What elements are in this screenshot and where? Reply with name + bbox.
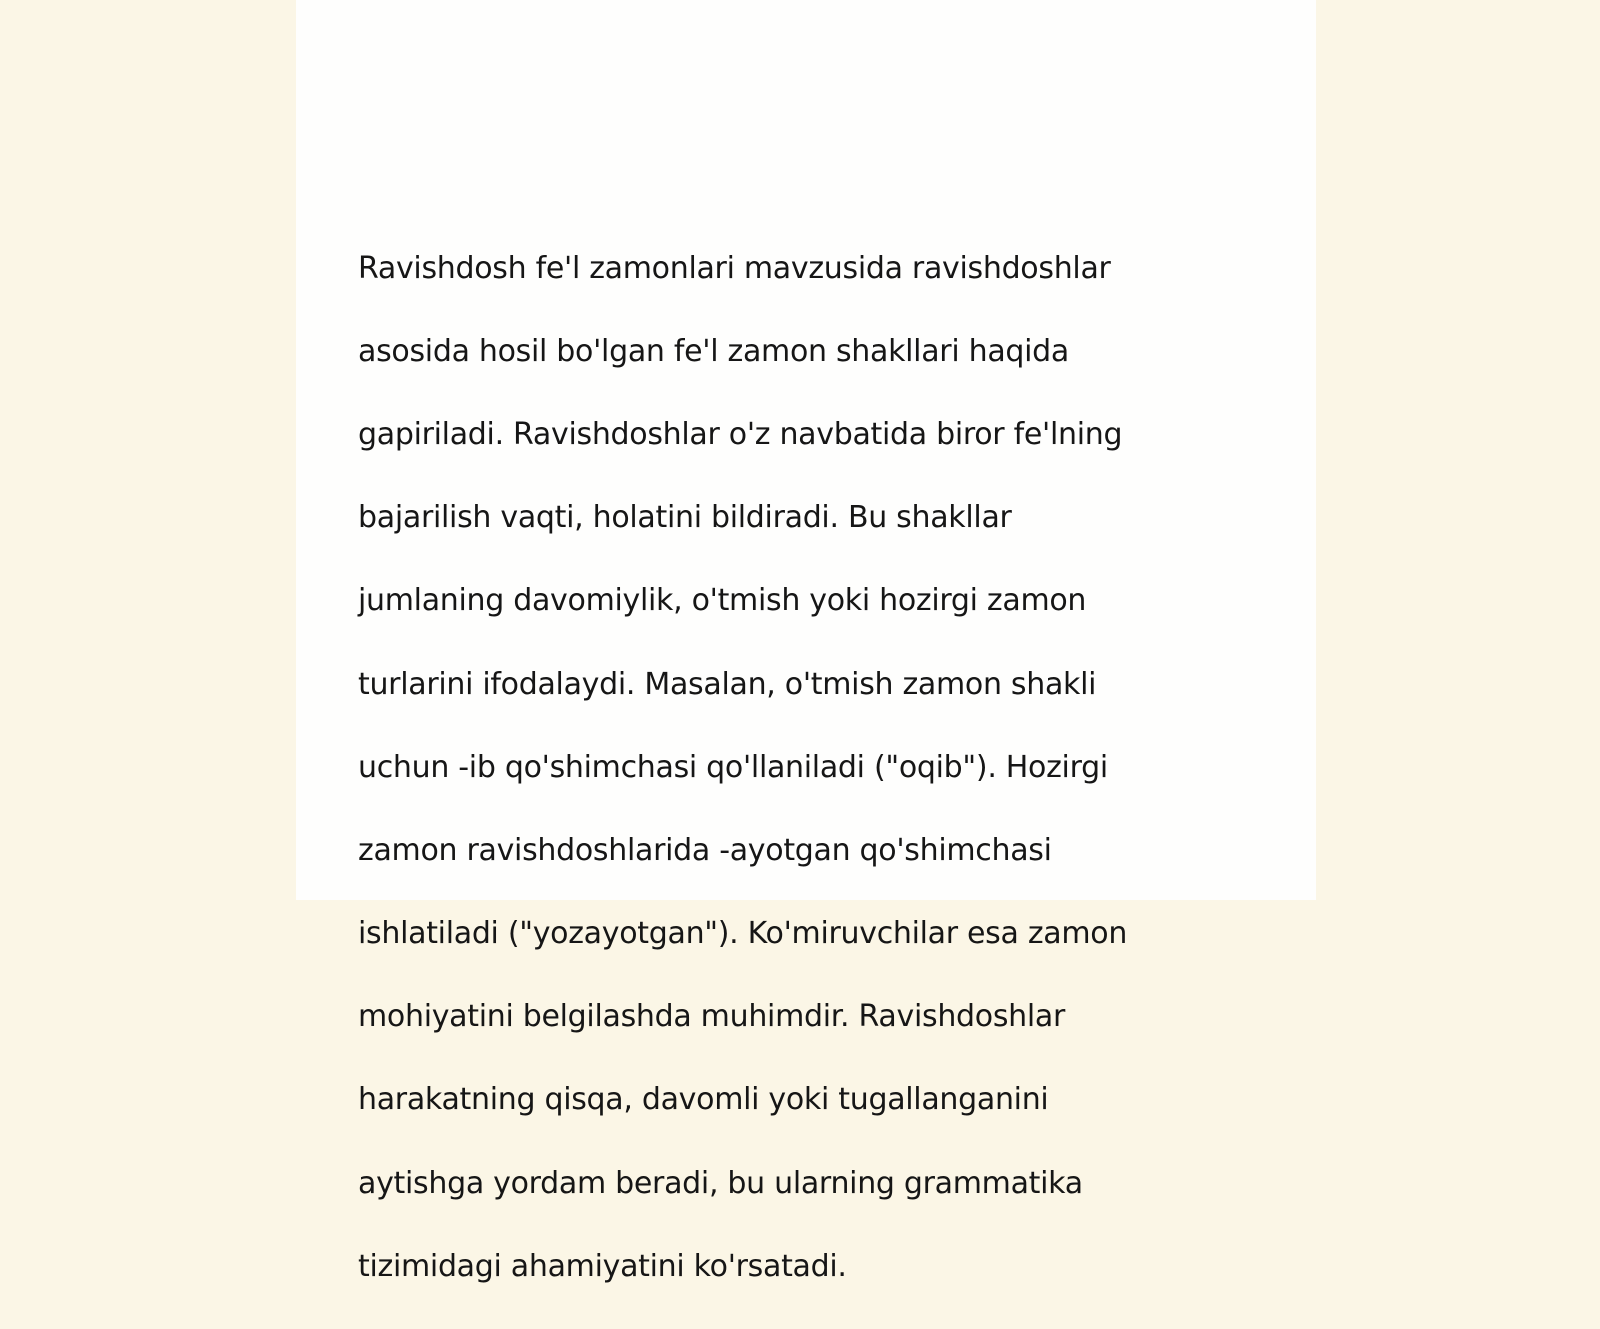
paragraph-line: harakatning qisqa, davomli yoki tugallanganini <box>358 1082 1049 1118</box>
paragraph-line: ishlatiladi ("yozayotgan"). Ko'miruvchilar esa zamon <box>358 916 1128 952</box>
paragraph-line: gapiriladi. Ravishdoshlar o'z navbatida biror fe'lning <box>358 416 1123 452</box>
left-margin-panel <box>0 0 296 900</box>
slide-canvas <box>296 0 1316 1284</box>
paragraph-line: zamon ravishdoshlarida -ayotgan qo'shimchasi <box>358 832 1052 868</box>
paragraph-line: uchun -ib qo'shimchasi qo'llaniladi ("oqib"). Hozirgi <box>358 749 1108 785</box>
slide-paragraph <box>358 206 1218 1329</box>
paragraph-line: turlarini ifodalaydi. Masalan, o'tmish zamon shakli <box>358 666 1097 702</box>
paragraph-line: asosida hosil bo'lgan fe'l zamon shakllari haqida <box>358 333 1070 369</box>
paragraph-line: bajarilish vaqti, holatini bildiradi. Bu shakllar <box>358 500 1012 536</box>
paragraph-line: Ravishdosh fe'l zamonlari mavzusida ravishdoshlar <box>358 250 1111 286</box>
paragraph-line: mohiyatini belgilashda muhimdir. Ravishdoshlar <box>358 999 1066 1035</box>
right-margin-panel <box>1316 0 1600 900</box>
paragraph-line: aytishga yordam beradi, bu ularning grammatika <box>358 1165 1083 1201</box>
paragraph-line: jumlaning davomiylik, o'tmish yoki hozirgi zamon <box>358 583 1087 619</box>
paragraph-line: tizimidagi ahamiyatini ko'rsatadi. <box>358 1248 847 1284</box>
